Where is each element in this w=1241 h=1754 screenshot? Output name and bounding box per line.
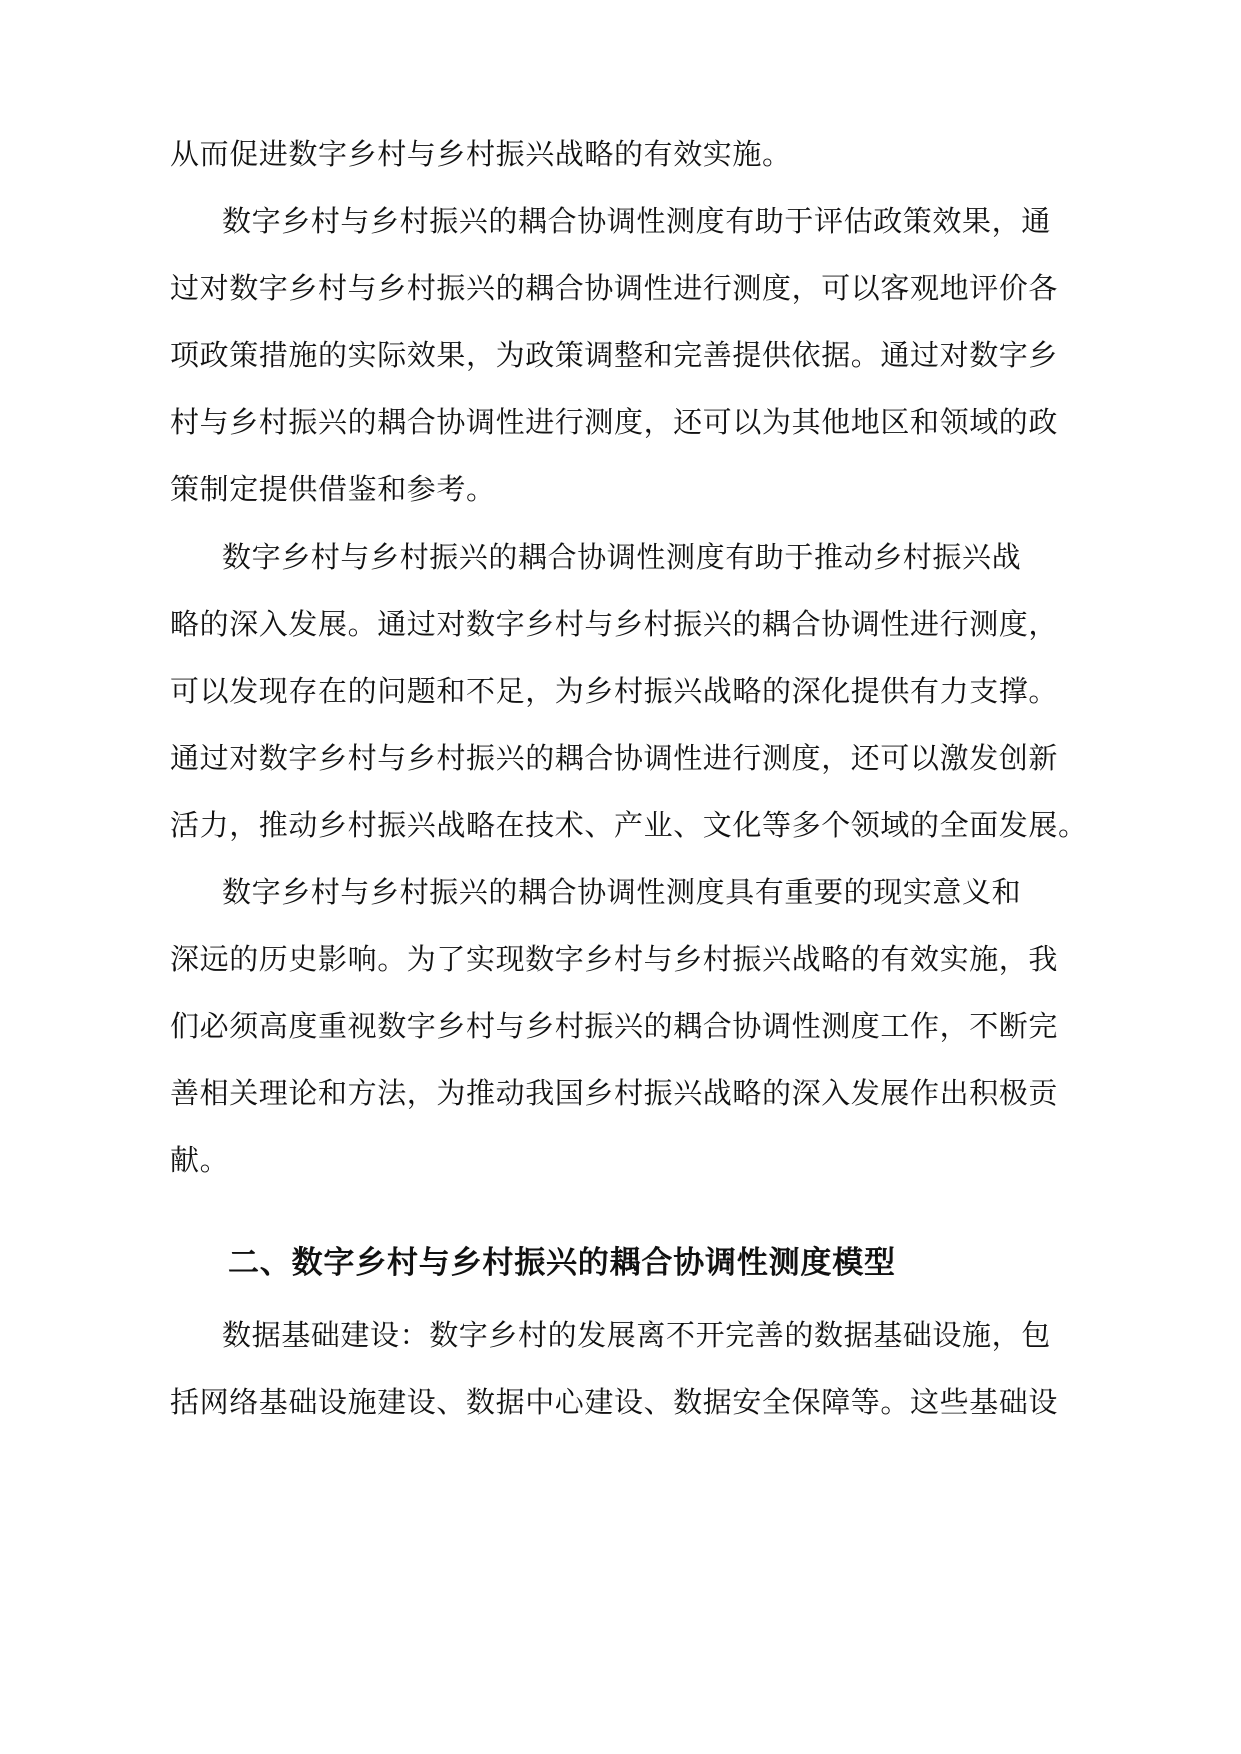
text-line: 过对数字乡村与乡村振兴的耦合协调性进行测度，可以客观地评价各 xyxy=(170,271,1059,305)
text-line: 村与乡村振兴的耦合协调性进行测度，还可以为其他地区和领域的政 xyxy=(170,405,1059,439)
text-line: 善相关理论和方法，为推动我国乡村振兴战略的深入发展作出积极贡 xyxy=(170,1076,1059,1110)
text-line: 略的深入发展。通过对数字乡村与乡村振兴的耦合协调性进行测度， xyxy=(170,607,1059,641)
text-line: 数据基础建设：数字乡村的发展离不开完善的数据基础设施，包 xyxy=(222,1318,1051,1352)
text-line: 数字乡村与乡村振兴的耦合协调性测度具有重要的现实意义和 xyxy=(222,875,1022,909)
section-heading: 二、数字乡村与乡村振兴的耦合协调性测度模型 xyxy=(228,1245,896,1281)
text-line: 们必须高度重视数字乡村与乡村振兴的耦合协调性测度工作，不断完 xyxy=(170,1009,1059,1043)
text-line: 可以发现存在的问题和不足，为乡村振兴战略的深化提供有力支撑。 xyxy=(170,674,1059,708)
text-line: 数字乡村与乡村振兴的耦合协调性测度有助于评估政策效果，通 xyxy=(222,204,1051,238)
text-line: 深远的历史影响。为了实现数字乡村与乡村振兴战略的有效实施，我 xyxy=(170,942,1059,976)
text-line: 献。 xyxy=(170,1143,230,1177)
text-line: 括网络基础设施建设、数据中心建设、数据安全保障等。这些基础设 xyxy=(170,1385,1059,1419)
text-line: 通过对数字乡村与乡村振兴的耦合协调性进行测度，还可以激发创新 xyxy=(170,741,1059,775)
text-line: 活力，推动乡村振兴战略在技术、产业、文化等多个领域的全面发展。 xyxy=(170,808,1088,842)
text-line: 数字乡村与乡村振兴的耦合协调性测度有助于推动乡村振兴战 xyxy=(222,540,1022,574)
text-line: 从而促进数字乡村与乡村振兴战略的有效实施。 xyxy=(170,137,792,171)
text-line: 项政策措施的实际效果，为政策调整和完善提供依据。通过对数字乡 xyxy=(170,338,1059,372)
text-line: 策制定提供借鉴和参考。 xyxy=(170,472,496,506)
